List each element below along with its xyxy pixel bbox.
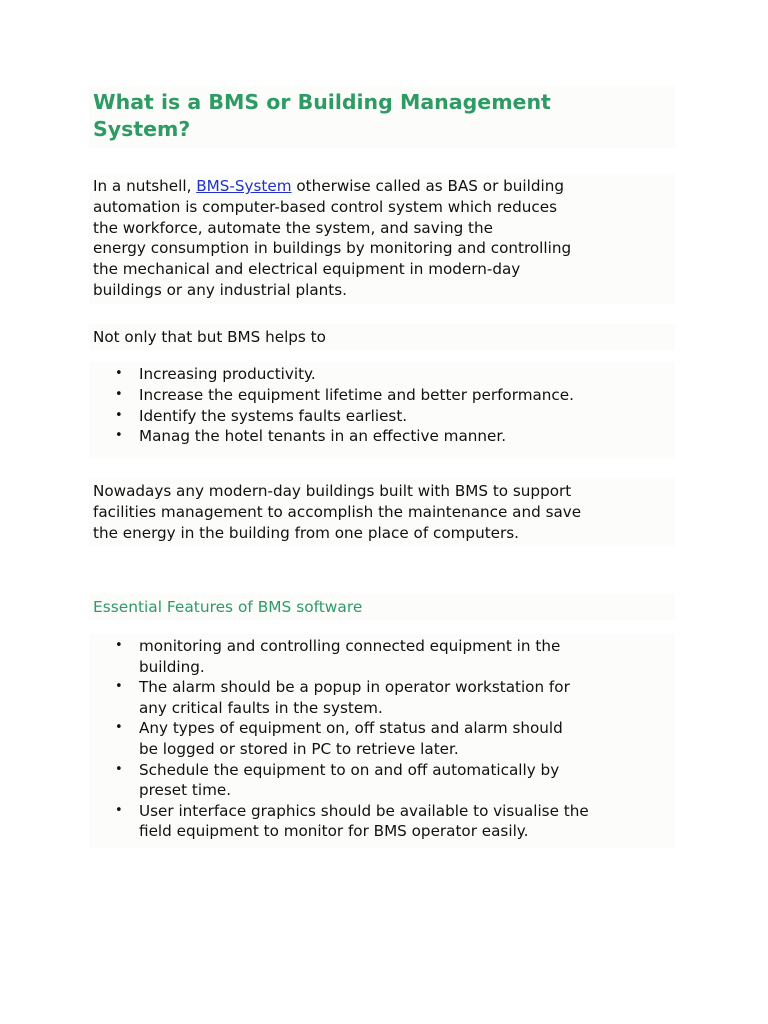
bullet-icon: •: [115, 638, 123, 653]
list-item-line-1: Schedule the equipment to on and off automatically by: [139, 760, 560, 779]
bms-system-link[interactable]: BMS-System: [196, 177, 292, 195]
list-item-text: Identify the systems faults earliest.: [139, 406, 408, 425]
lead-paragraph: Not only that but BMS helps to: [89, 324, 675, 350]
intro-line-4: energy consumption in buildings by monitoring and controlling: [93, 239, 572, 258]
bullet-icon: •: [115, 679, 123, 695]
bullet-icon: •: [115, 428, 123, 444]
nowadays-line-3: the energy in the building from one place of computers.: [93, 523, 519, 542]
list-item: [93, 677, 671, 718]
nowadays-paragraph: [89, 478, 675, 546]
bullet-icon: •: [115, 407, 123, 423]
list-item: [93, 406, 671, 427]
bullet-icon: •: [115, 802, 123, 818]
features-list-block: [89, 634, 675, 848]
intro-line-6: buildings or any industrial plants.: [93, 280, 347, 299]
intro-line-1: [93, 176, 671, 197]
list-item: [93, 426, 671, 447]
list-item: [93, 801, 671, 842]
nowadays-line-1: Nowadays any modern-day buildings built with BMS to support: [93, 482, 572, 500]
list-item: [93, 385, 671, 406]
list-item-text: Increasing productivity.: [139, 365, 316, 383]
intro-line-2: automation is computer-based control system which reduces: [93, 197, 557, 216]
intro-line-1-suffix: otherwise called as BAS or building: [291, 177, 564, 195]
list-item-line-2: building.: [139, 657, 205, 676]
page-title-line-1: What is a BMS or Building Management: [93, 90, 551, 114]
features-list: [93, 634, 671, 842]
helps-list: [93, 362, 671, 447]
helps-list-block: [89, 362, 675, 458]
bullet-icon: •: [115, 366, 123, 381]
intro-prefix: In a nutshell,: [93, 177, 197, 195]
features-heading: Essential Features of BMS software: [89, 594, 675, 620]
list-item-line-2: preset time.: [139, 781, 232, 800]
list-item: [93, 364, 671, 385]
list-item-line-1: Any types of equipment on, off status and alarm should: [139, 719, 563, 738]
list-item: [93, 636, 671, 677]
page-title: [89, 86, 675, 148]
bullet-icon: •: [115, 386, 123, 402]
intro-paragraph: [89, 174, 675, 304]
list-item-line-1: User interface graphics should be available to visualise the: [139, 801, 589, 820]
list-item-text: Manag the hotel tenants in an effective manner.: [139, 427, 507, 446]
list-item-line-2: field equipment to monitor for BMS operator easily.: [139, 822, 529, 841]
list-item-text: Increase the equipment lifetime and better performance.: [139, 385, 574, 404]
list-item-line-2: any critical faults in the system.: [139, 698, 383, 717]
list-item: [93, 760, 671, 801]
page-title-line-2: System?: [93, 117, 191, 141]
bullet-icon: •: [115, 720, 123, 736]
list-item: [93, 718, 671, 759]
nowadays-line-2: facilities management to accomplish the maintenance and save: [93, 502, 582, 521]
list-item-line-2: be logged or stored in PC to retrieve later.: [139, 739, 459, 758]
list-item-line-1: monitoring and controlling connected equipment in the: [139, 637, 561, 655]
intro-line-3: the workforce, automate the system, and saving the: [93, 218, 493, 237]
bullet-icon: •: [115, 761, 123, 777]
list-item-line-1: The alarm should be a popup in operator workstation for: [139, 678, 570, 697]
intro-line-5: the mechanical and electrical equipment in modern-day: [93, 260, 521, 279]
